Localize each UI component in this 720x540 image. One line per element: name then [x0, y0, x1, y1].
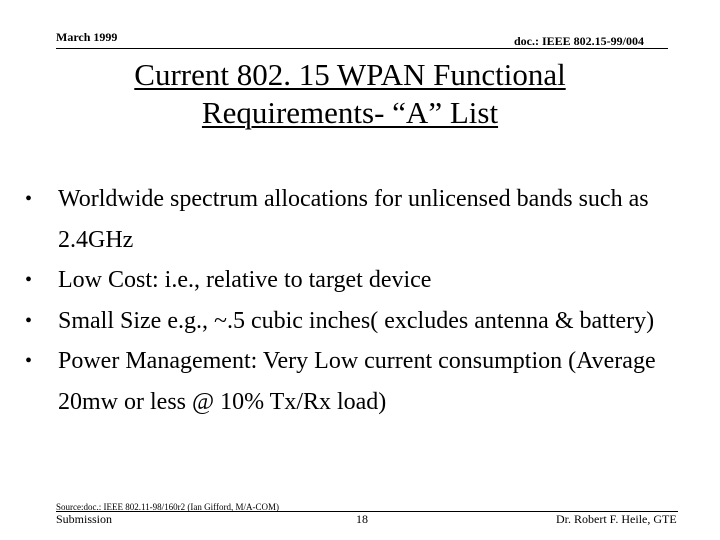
requirement-item-size	[25, 301, 705, 342]
header-divider	[56, 48, 668, 49]
header-date: March 1999	[56, 30, 118, 44]
slide-title-line-2: Requirements- “A” List	[201, 95, 499, 130]
requirement-text: Low Cost: i.e., relative to target device	[58, 267, 432, 293]
bullet-icon: •	[25, 309, 33, 332]
requirement-text: Small Size e.g., ~.5 cubic inches( excludes antenna & battery)	[58, 307, 655, 334]
requirement-text: Worldwide spectrum allocations for unlicensed bands such as 2.4GHz	[58, 186, 649, 253]
footer-submission: Submission	[56, 512, 113, 526]
bullet-icon: •	[25, 188, 33, 210]
slide-title-line-1: Current 802. 15 WPAN Functional	[134, 57, 566, 92]
requirement-text: Power Management: Very Low current consumption (Average 20mw or less @ 10% Tx/Rx load)	[58, 348, 656, 415]
requirements-list	[25, 179, 705, 422]
slide-title	[60, 56, 640, 132]
bullet-icon: •	[25, 350, 33, 372]
header-doc-id: doc.: IEEE 802.15-99/004	[514, 34, 645, 48]
requirement-item-cost	[25, 260, 705, 301]
bullet-icon: •	[25, 269, 33, 291]
source-note: Source:doc.: IEEE 802.11-98/160r2 (Ian Gifford, M/A-COM)	[56, 502, 279, 512]
requirement-item-power	[25, 341, 705, 422]
requirement-item-spectrum	[25, 179, 705, 260]
footer-author: Dr. Robert F. Heile, GTE	[556, 512, 677, 526]
footer-page-number: 18	[356, 512, 368, 526]
